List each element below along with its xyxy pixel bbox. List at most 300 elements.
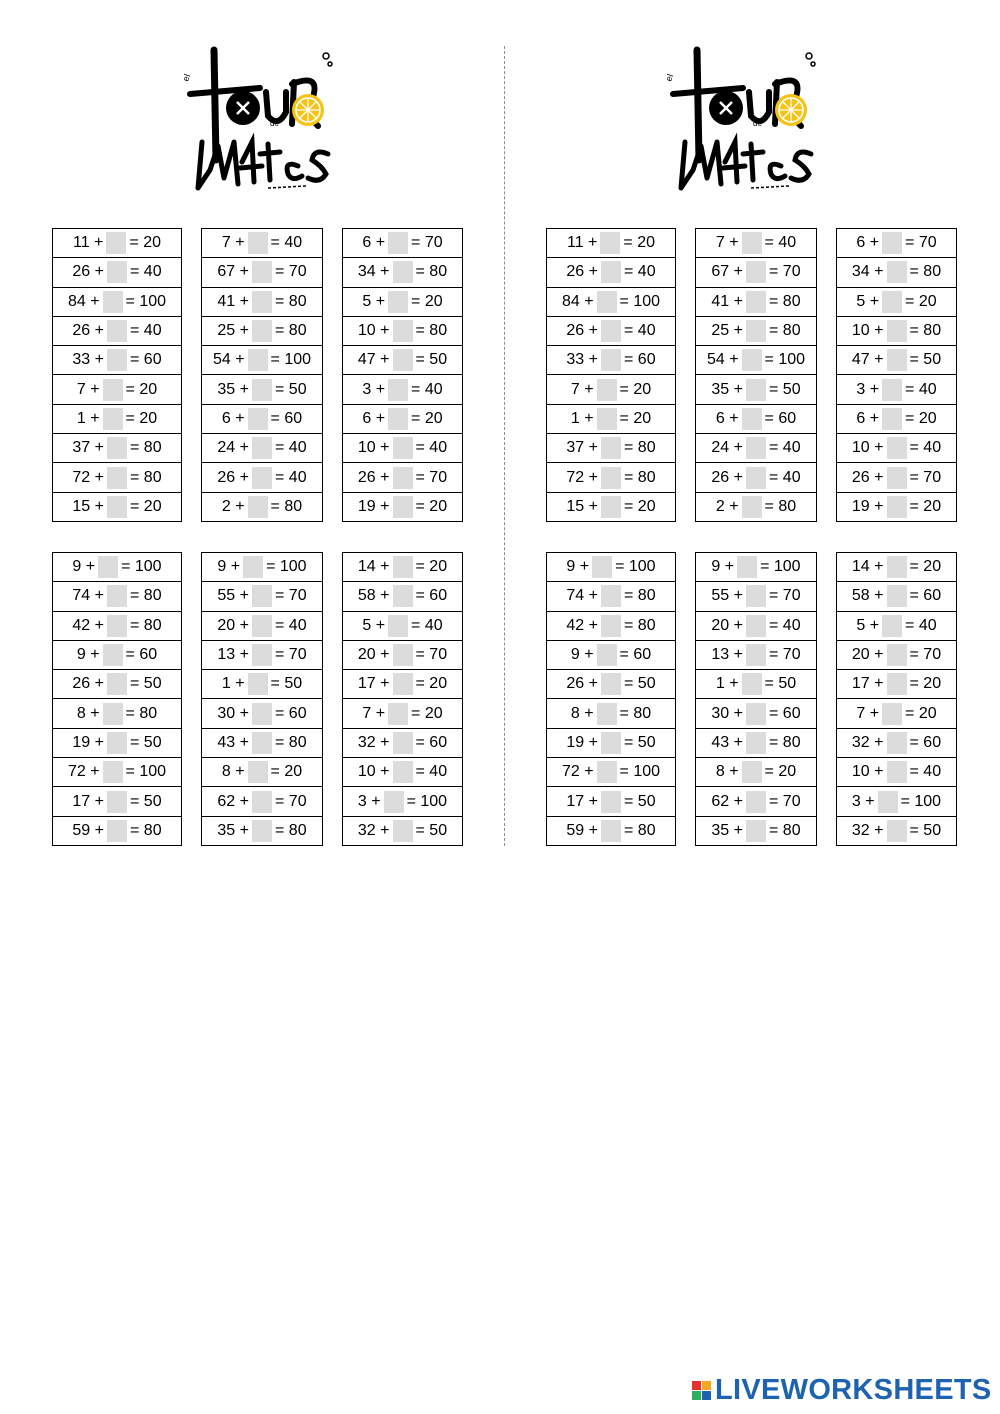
- equation-table: [546, 228, 676, 522]
- equation-table: [342, 552, 463, 846]
- answer-blank[interactable]: [252, 467, 272, 489]
- answer-blank[interactable]: [252, 437, 272, 459]
- answer-blank[interactable]: [601, 467, 621, 489]
- answer-blank[interactable]: [601, 732, 621, 754]
- equation-left: 10 +: [357, 439, 390, 457]
- answer-blank[interactable]: [393, 644, 413, 666]
- equation-right: = 80: [275, 292, 307, 310]
- equation-right: = 40: [905, 616, 937, 634]
- answer-blank[interactable]: [252, 615, 272, 637]
- equation-left: 72 +: [561, 763, 594, 781]
- answer-blank[interactable]: [393, 585, 413, 607]
- equation-left: 9 +: [566, 558, 590, 576]
- equation-row: [696, 287, 817, 316]
- equation-table: [836, 552, 957, 846]
- equation-row: [202, 670, 323, 699]
- answer-blank[interactable]: [601, 437, 621, 459]
- answer-blank[interactable]: [597, 291, 617, 313]
- answer-blank[interactable]: [746, 320, 766, 342]
- equation-table: [52, 228, 182, 522]
- equation-row: [696, 229, 817, 258]
- answer-blank[interactable]: [103, 644, 123, 666]
- answer-blank[interactable]: [742, 232, 762, 254]
- equation-left: 20 +: [357, 646, 390, 664]
- equation-right: = 80: [624, 821, 656, 839]
- equation-right: = 40: [905, 380, 937, 398]
- answer-blank[interactable]: [107, 320, 127, 342]
- equation-row: [547, 258, 676, 287]
- answer-blank[interactable]: [107, 437, 127, 459]
- answer-blank[interactable]: [248, 496, 268, 518]
- equation-right: = 20: [909, 497, 942, 515]
- equation-row: [547, 699, 676, 728]
- answer-blank[interactable]: [887, 585, 907, 607]
- equation-left: 26 +: [566, 675, 598, 693]
- equation-right: = 20: [624, 497, 656, 515]
- equation-row: [53, 670, 182, 699]
- equation-cell: [696, 316, 817, 345]
- equation-row: [837, 434, 957, 463]
- answer-blank[interactable]: [107, 791, 127, 813]
- equation-left: 34 +: [851, 263, 884, 281]
- equation-cell: [343, 787, 463, 816]
- answer-blank[interactable]: [887, 761, 907, 783]
- equation-cell: [53, 492, 182, 521]
- answer-blank[interactable]: [248, 232, 268, 254]
- equation-right: = 40: [275, 468, 307, 486]
- equation-left: 20 +: [217, 616, 249, 634]
- answer-blank[interactable]: [887, 556, 907, 578]
- equation-cell: [53, 728, 182, 757]
- answer-blank[interactable]: [592, 556, 612, 578]
- answer-blank[interactable]: [746, 703, 766, 725]
- answer-blank[interactable]: [597, 644, 617, 666]
- answer-blank[interactable]: [252, 585, 272, 607]
- equation-cell: [202, 611, 323, 640]
- equation-row: [343, 492, 463, 521]
- equation-right: = 40: [624, 322, 656, 340]
- equation-row: [202, 434, 323, 463]
- equation-row: [343, 670, 463, 699]
- equation-left: 1 +: [715, 675, 739, 693]
- equation-left: 6 +: [362, 409, 386, 427]
- equation-cell: [202, 758, 323, 787]
- equation-left: 26 +: [72, 263, 104, 281]
- equation-left: 5 +: [856, 616, 880, 634]
- equation-cell: [837, 463, 957, 492]
- answer-blank[interactable]: [103, 408, 123, 430]
- answer-blank[interactable]: [746, 379, 766, 401]
- answer-blank[interactable]: [252, 791, 272, 813]
- answer-blank[interactable]: [393, 732, 413, 754]
- equation-cell: [53, 346, 182, 375]
- equation-cell: [837, 758, 957, 787]
- equation-row: [53, 699, 182, 728]
- answer-blank[interactable]: [103, 761, 123, 783]
- equation-cell: [696, 582, 817, 611]
- equation-row: [547, 404, 676, 433]
- equation-left: 72 +: [566, 468, 598, 486]
- equation-row: [343, 611, 463, 640]
- answer-blank[interactable]: [393, 820, 413, 842]
- equation-row: [343, 816, 463, 845]
- answer-blank[interactable]: [393, 320, 413, 342]
- equation-right: = 40: [130, 322, 162, 340]
- answer-blank[interactable]: [107, 349, 127, 371]
- answer-blank[interactable]: [252, 379, 272, 401]
- equation-cell: [343, 758, 463, 787]
- equation-row: [837, 404, 957, 433]
- equation-right: = 70: [411, 234, 443, 252]
- equation-left: 32 +: [357, 821, 390, 839]
- equation-cell: [343, 816, 463, 845]
- answer-blank[interactable]: [601, 261, 621, 283]
- equation-right: = 80: [130, 468, 162, 486]
- equation-left: 6 +: [856, 234, 880, 252]
- answer-blank[interactable]: [882, 615, 902, 637]
- equation-left: 59 +: [72, 821, 104, 839]
- equation-cell: [202, 287, 323, 316]
- svg-text:el: el: [663, 72, 676, 83]
- answer-blank[interactable]: [742, 408, 762, 430]
- equation-left: 14 +: [357, 558, 390, 576]
- equation-row: [343, 375, 463, 404]
- equation-cell: [343, 316, 463, 345]
- answer-blank[interactable]: [248, 408, 268, 430]
- equation-left: 7 +: [362, 704, 386, 722]
- equation-left: 42 +: [72, 616, 104, 634]
- answer-blank[interactable]: [601, 496, 621, 518]
- equation-row: [837, 582, 957, 611]
- answer-blank[interactable]: [601, 791, 621, 813]
- equation-cell: [53, 699, 182, 728]
- equation-table: [546, 552, 676, 846]
- answer-blank[interactable]: [887, 349, 907, 371]
- answer-blank[interactable]: [742, 673, 762, 695]
- answer-blank[interactable]: [601, 615, 621, 637]
- answer-blank[interactable]: [252, 644, 272, 666]
- answer-blank[interactable]: [388, 232, 408, 254]
- answer-blank[interactable]: [393, 556, 413, 578]
- equation-left: 72 +: [67, 763, 100, 781]
- equation-right: = 100: [125, 292, 167, 310]
- answer-blank[interactable]: [248, 349, 268, 371]
- equation-table: [201, 552, 323, 846]
- equation-row: [202, 582, 323, 611]
- equation-left: 41 +: [217, 292, 249, 310]
- answer-blank[interactable]: [746, 615, 766, 637]
- answer-blank[interactable]: [388, 291, 408, 313]
- answer-blank[interactable]: [887, 320, 907, 342]
- answer-blank[interactable]: [887, 732, 907, 754]
- equation-right: = 20: [764, 763, 797, 781]
- equation-row: [343, 346, 463, 375]
- answer-blank[interactable]: [252, 732, 272, 754]
- answer-blank[interactable]: [107, 585, 127, 607]
- equation-right: = 40: [275, 439, 307, 457]
- equation-row: [837, 492, 957, 521]
- equation-right: = 70: [769, 587, 801, 605]
- answer-blank[interactable]: [107, 615, 127, 637]
- answer-blank[interactable]: [742, 349, 762, 371]
- answer-blank[interactable]: [106, 232, 126, 254]
- answer-blank[interactable]: [742, 761, 762, 783]
- answer-blank[interactable]: [742, 496, 762, 518]
- answer-blank[interactable]: [882, 408, 902, 430]
- equation-row: [547, 229, 676, 258]
- equation-row: [343, 758, 463, 787]
- answer-blank[interactable]: [746, 820, 766, 842]
- answer-blank[interactable]: [103, 291, 123, 313]
- tour-de-mates-logo: [663, 42, 823, 202]
- equation-right: = 100: [266, 558, 307, 576]
- equation-left: 2 +: [221, 497, 245, 515]
- answer-blank[interactable]: [601, 349, 621, 371]
- equation-cell: [343, 258, 463, 287]
- equation-cell: [837, 346, 957, 375]
- equation-cell: [202, 816, 323, 845]
- answer-blank[interactable]: [601, 320, 621, 342]
- answer-blank[interactable]: [98, 556, 118, 578]
- equation-left: 7 +: [570, 380, 594, 398]
- equation-left: 58 +: [357, 587, 390, 605]
- answer-blank[interactable]: [252, 820, 272, 842]
- answer-blank[interactable]: [107, 496, 127, 518]
- equation-right: = 100: [900, 792, 942, 810]
- answer-blank[interactable]: [887, 437, 907, 459]
- answer-blank[interactable]: [248, 673, 268, 695]
- answer-blank[interactable]: [393, 261, 413, 283]
- answer-blank[interactable]: [393, 496, 413, 518]
- svg-text:el: el: [180, 72, 193, 83]
- equation-cell: [696, 404, 817, 433]
- equation-cell: [696, 553, 817, 582]
- equation-left: 43 +: [217, 733, 249, 751]
- answer-blank[interactable]: [882, 232, 902, 254]
- equation-row: [53, 316, 182, 345]
- answer-blank[interactable]: [388, 615, 408, 637]
- equation-cell: [547, 229, 676, 258]
- equation-row: [53, 229, 182, 258]
- equation-right: = 70: [769, 646, 801, 664]
- answer-blank[interactable]: [882, 379, 902, 401]
- answer-blank[interactable]: [388, 408, 408, 430]
- equation-cell: [547, 611, 676, 640]
- answer-blank[interactable]: [388, 379, 408, 401]
- sheet-divider: [504, 46, 505, 846]
- equation-row: [202, 346, 323, 375]
- equation-right: = 80: [769, 733, 801, 751]
- equation-cell: [202, 582, 323, 611]
- equation-row: [202, 553, 323, 582]
- equation-cell: [547, 670, 676, 699]
- answer-blank[interactable]: [103, 703, 123, 725]
- answer-blank[interactable]: [107, 820, 127, 842]
- equation-cell: [343, 611, 463, 640]
- equation-right: = 80: [624, 616, 656, 634]
- answer-blank[interactable]: [248, 761, 268, 783]
- answer-blank[interactable]: [103, 379, 123, 401]
- answer-blank[interactable]: [746, 732, 766, 754]
- equation-left: 26 +: [217, 468, 249, 486]
- svg-text:de: de: [270, 119, 279, 128]
- equation-left: 47 +: [851, 351, 884, 369]
- answer-blank[interactable]: [107, 261, 127, 283]
- equation-row: [547, 287, 676, 316]
- answer-blank[interactable]: [107, 673, 127, 695]
- equation-cell: [202, 346, 323, 375]
- equation-cell: [547, 346, 676, 375]
- answer-blank[interactable]: [887, 820, 907, 842]
- equation-right: = 40: [270, 234, 303, 252]
- answer-blank[interactable]: [393, 467, 413, 489]
- equation-left: 26 +: [851, 468, 884, 486]
- equation-cell: [53, 582, 182, 611]
- equation-left: 30 +: [217, 704, 249, 722]
- equation-left: 43 +: [711, 733, 743, 751]
- equation-right: = 80: [415, 322, 448, 340]
- equation-cell: [343, 492, 463, 521]
- equation-right: = 40: [764, 234, 797, 252]
- equation-row: [53, 463, 182, 492]
- equation-right: = 60: [270, 409, 303, 427]
- equation-cell: [53, 463, 182, 492]
- equation-cell: [343, 582, 463, 611]
- equation-right: = 80: [275, 322, 307, 340]
- answer-blank[interactable]: [882, 291, 902, 313]
- equation-left: 1 +: [570, 409, 594, 427]
- equation-left: 13 +: [711, 646, 743, 664]
- equation-cell: [53, 375, 182, 404]
- equation-row: [202, 375, 323, 404]
- equation-cell: [53, 611, 182, 640]
- answer-blank[interactable]: [252, 261, 272, 283]
- equation-cell: [696, 258, 817, 287]
- equation-row: [547, 434, 676, 463]
- equation-left: 19 +: [851, 497, 884, 515]
- equation-cell: [547, 287, 676, 316]
- answer-blank[interactable]: [887, 673, 907, 695]
- answer-blank[interactable]: [252, 703, 272, 725]
- equation-right: = 70: [275, 263, 307, 281]
- equation-left: 7 +: [76, 380, 100, 398]
- equation-right: = 70: [769, 792, 801, 810]
- answer-blank[interactable]: [600, 232, 620, 254]
- equation-left: 26 +: [566, 322, 598, 340]
- equation-left: 26 +: [72, 675, 104, 693]
- equation-left: 26 +: [72, 322, 104, 340]
- equation-left: 41 +: [711, 292, 743, 310]
- equation-cell: [53, 787, 182, 816]
- equation-cell: [696, 728, 817, 757]
- equation-right: = 50: [769, 380, 801, 398]
- equation-right: = 80: [275, 821, 307, 839]
- answer-blank[interactable]: [384, 791, 404, 813]
- equation-cell: [837, 611, 957, 640]
- equation-right: = 20: [619, 380, 652, 398]
- equation-row: [53, 787, 182, 816]
- answer-blank[interactable]: [393, 437, 413, 459]
- equation-row: [343, 463, 463, 492]
- equation-left: 37 +: [566, 439, 598, 457]
- answer-blank[interactable]: [393, 349, 413, 371]
- answer-blank[interactable]: [393, 761, 413, 783]
- equation-left: 42 +: [566, 616, 598, 634]
- answer-blank[interactable]: [746, 467, 766, 489]
- equation-row: [53, 816, 182, 845]
- equation-cell: [547, 553, 676, 582]
- equation-right: = 20: [411, 704, 443, 722]
- equation-row: [547, 728, 676, 757]
- equation-left: 24 +: [217, 439, 249, 457]
- answer-blank[interactable]: [597, 408, 617, 430]
- equation-row: [343, 287, 463, 316]
- answer-blank[interactable]: [601, 820, 621, 842]
- equation-left: 74 +: [72, 587, 104, 605]
- answer-blank[interactable]: [746, 261, 766, 283]
- equation-cell: [696, 787, 817, 816]
- equation-cell: [696, 346, 817, 375]
- answer-blank[interactable]: [388, 703, 408, 725]
- answer-blank[interactable]: [746, 291, 766, 313]
- equation-cell: [343, 640, 463, 669]
- answer-blank[interactable]: [887, 644, 907, 666]
- equation-right: = 60: [415, 733, 448, 751]
- answer-blank[interactable]: [737, 556, 757, 578]
- equation-cell: [696, 670, 817, 699]
- equation-right: = 80: [624, 587, 656, 605]
- equation-row: [53, 434, 182, 463]
- answer-blank[interactable]: [746, 791, 766, 813]
- equation-left: 32 +: [357, 733, 390, 751]
- answer-blank[interactable]: [746, 585, 766, 607]
- equation-right: = 80: [130, 821, 162, 839]
- answer-blank[interactable]: [252, 291, 272, 313]
- equation-cell: [547, 699, 676, 728]
- equation-cell: [837, 728, 957, 757]
- answer-blank[interactable]: [601, 585, 621, 607]
- equation-left: 26 +: [711, 468, 743, 486]
- answer-blank[interactable]: [887, 496, 907, 518]
- equation-right: = 20: [130, 497, 162, 515]
- answer-blank[interactable]: [107, 732, 127, 754]
- equation-left: 84 +: [67, 292, 100, 310]
- equation-right: = 80: [125, 704, 158, 722]
- answer-blank[interactable]: [393, 673, 413, 695]
- answer-blank[interactable]: [107, 467, 127, 489]
- answer-blank[interactable]: [597, 703, 617, 725]
- equation-left: 33 +: [566, 351, 598, 369]
- answer-blank[interactable]: [597, 761, 617, 783]
- answer-blank[interactable]: [746, 644, 766, 666]
- equation-cell: [202, 404, 323, 433]
- equation-cell: [343, 670, 463, 699]
- equation-left: 26 +: [357, 468, 390, 486]
- equation-cell: [547, 375, 676, 404]
- answer-blank[interactable]: [887, 467, 907, 489]
- answer-blank[interactable]: [887, 261, 907, 283]
- answer-blank[interactable]: [252, 320, 272, 342]
- answer-blank[interactable]: [601, 673, 621, 695]
- answer-blank[interactable]: [746, 437, 766, 459]
- answer-blank[interactable]: [882, 703, 902, 725]
- answer-blank[interactable]: [597, 379, 617, 401]
- equation-left: 7 +: [221, 234, 245, 252]
- answer-blank[interactable]: [878, 791, 898, 813]
- equation-right: = 70: [275, 792, 307, 810]
- answer-blank[interactable]: [243, 556, 263, 578]
- equation-right: = 40: [275, 616, 307, 634]
